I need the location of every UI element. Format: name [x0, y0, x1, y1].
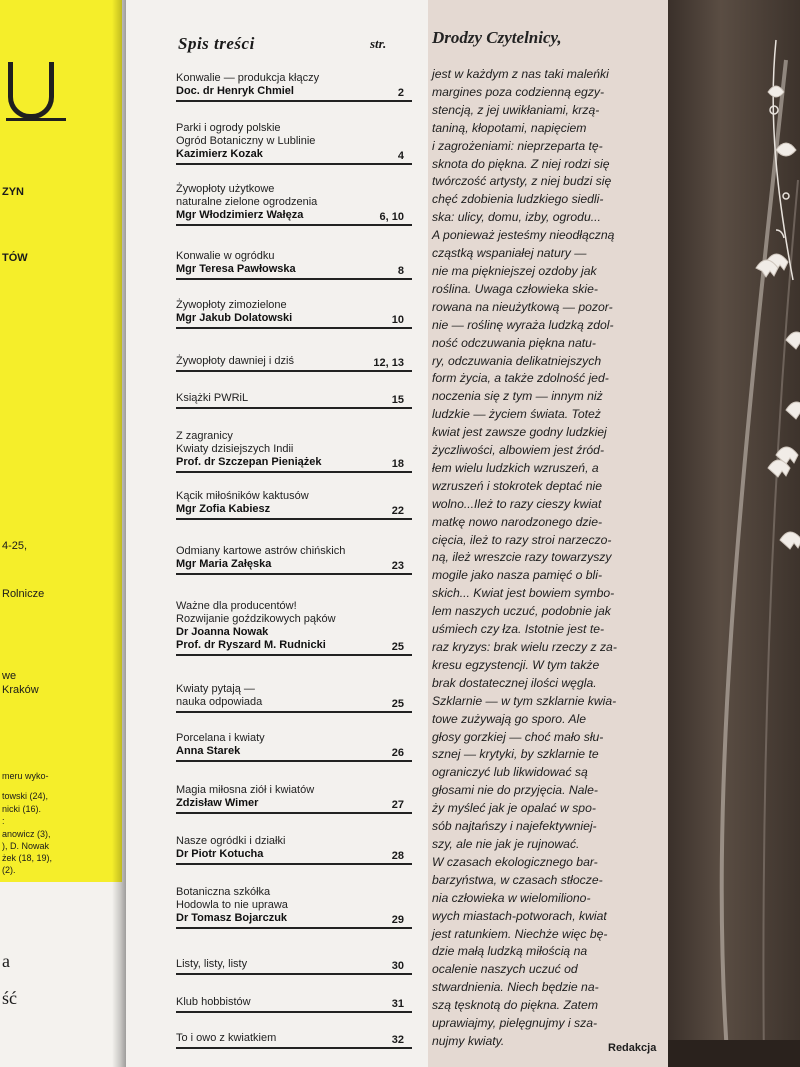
- editorial-line: chęć zdobienia ludzkiego siedli-: [432, 192, 604, 207]
- editorial-line: kwiat jest zawsze godny ludzkiej: [432, 425, 607, 440]
- editorial-line: A ponieważ jesteśmy nieodłączną: [432, 228, 615, 243]
- editorial-line: ność odczuwania piękna natu-: [432, 335, 596, 350]
- editorial-line: sób najtańszy i najefektywniej-: [432, 819, 597, 834]
- editorial-line: wych miastach-potworach, kwiat: [432, 908, 607, 923]
- left-fragment: ), D. Nowak: [2, 841, 50, 851]
- entry-title: Żywopłoty zimozielone: [176, 299, 287, 311]
- left-fragment: żek (18, 19),: [2, 853, 53, 863]
- entry-author: Mgr Jakub Dolatowski: [176, 312, 293, 324]
- editorial-line: stwardnienia. Niech będzie na-: [432, 980, 599, 995]
- editorial-line: cząstką wspaniałej natury —: [432, 246, 587, 261]
- entry-rule: [176, 471, 412, 473]
- contents-entry: [176, 355, 412, 372]
- entry-page-number: 27: [391, 799, 404, 811]
- entry-author: Dr Joanna Nowak: [176, 626, 269, 638]
- entry-title: Kwiaty dzisiejszych Indii: [176, 443, 294, 455]
- editorial-line: dzie małą ludzką miłością na: [432, 944, 588, 959]
- contents-entry: [176, 600, 412, 656]
- contents-entry: [176, 683, 412, 713]
- entry-rule: [176, 927, 412, 929]
- entry-title: Ogród Botaniczny w Lublinie: [176, 135, 316, 147]
- contents-entry: [176, 299, 412, 329]
- entry-rule: [176, 973, 412, 975]
- entry-title: Z zagranicy: [176, 430, 233, 442]
- entry-author: Dr Tomasz Bojarczuk: [176, 912, 288, 924]
- contents-entry: [176, 430, 412, 473]
- entry-page-number: 4: [397, 150, 404, 162]
- entry-page-number: 8: [397, 265, 404, 277]
- editorial-line: głosy gorzkiej — choć mało słu-: [432, 729, 604, 744]
- entry-page-number: 25: [391, 641, 404, 653]
- editorial-line: mogile jako nasza pamięć o bli-: [432, 568, 603, 583]
- entry-author: Mgr Włodzimierz Wałęza: [176, 209, 304, 221]
- editorial-line: i zagrożeniami: nieprzeparta tę-: [432, 138, 603, 153]
- page-column-label: str.: [370, 36, 387, 51]
- editorial-line: szy, ale nie jak je rujnować.: [432, 836, 580, 851]
- left-fragment: a: [2, 951, 10, 971]
- entry-title: naturalne zielone ogrodzenia: [176, 196, 318, 208]
- editorial-line: stencją, z jej uwikłaniami, krzą-: [432, 102, 600, 117]
- left-fragment: Kraków: [2, 684, 39, 696]
- entry-title: Botaniczna szkółka: [176, 886, 271, 898]
- contents-entry: [176, 250, 412, 280]
- entry-author: Dr Piotr Kotucha: [176, 848, 264, 860]
- editorial-line: brak dostatecznej ilości węgla.: [432, 675, 597, 690]
- entry-rule: [176, 278, 412, 280]
- entry-page-number: 22: [391, 505, 404, 517]
- entry-page-number: 31: [391, 998, 404, 1010]
- entry-page-number: 23: [391, 560, 404, 572]
- entry-title: Hodowla to nie uprawa: [176, 899, 288, 911]
- logo-mark: [8, 62, 54, 119]
- contents-entry: [176, 392, 412, 409]
- entry-rule: [176, 812, 412, 814]
- entry-page-number: 10: [391, 314, 404, 326]
- logo-underline: [6, 118, 66, 121]
- editorial-line: sknota do piękna. Z niej rodzi się: [432, 156, 610, 171]
- entry-author: Prof. dr Szczepan Pieniążek: [176, 456, 322, 468]
- left-fragment: 4-25,: [2, 540, 28, 552]
- editorial-line: wolno...Ileż to razy cieszy kwiat: [432, 496, 602, 511]
- page-fold-shadow: [112, 0, 126, 1067]
- entry-rule: [176, 1047, 412, 1049]
- entry-page-number: 30: [391, 960, 404, 972]
- entry-title: Książki PWRiL: [176, 392, 249, 404]
- entry-title: Parki i ogrody polskie: [176, 122, 281, 134]
- editorial-signature: Redakcja: [608, 1042, 657, 1054]
- entry-page-number: 29: [391, 914, 404, 926]
- entry-rule: [176, 573, 412, 575]
- editorial-line: uśmiech czy łza. Istotnie jest te-: [432, 622, 605, 637]
- lily-of-the-valley-photo: [668, 0, 800, 1067]
- entry-rule: [176, 327, 412, 329]
- contents-entry: [176, 886, 412, 929]
- editorial-line: sznej — krytyki, by szklarnie te: [432, 747, 599, 762]
- entry-rule: [176, 863, 412, 865]
- entry-title: Konwalie w ogródku: [176, 250, 275, 262]
- left-fragment: ść: [2, 988, 17, 1008]
- editorial-line: uprawiajmy, pielęgnujmy i sza-: [432, 1016, 598, 1031]
- entry-title: Rozwijanie goździkowych pąków: [176, 613, 336, 625]
- entry-rule: [176, 1011, 412, 1013]
- left-fragment: towski (24),: [2, 791, 49, 801]
- entry-rule: [176, 407, 412, 409]
- editorial-line: nujmy kwiaty.: [432, 1033, 505, 1048]
- contents-entry: [176, 122, 412, 165]
- contents-entry: [176, 784, 412, 814]
- editorial-line: ludzkie — życiem świata. Toteż: [432, 407, 601, 422]
- left-fragment: ZYN: [2, 186, 24, 198]
- entry-author: Mgr Teresa Pawłowska: [176, 263, 296, 275]
- entry-rule: [176, 654, 412, 656]
- entry-author: Anna Starek: [176, 745, 241, 757]
- editorial-line: nie ma piękniejszej ozdoby jak: [432, 263, 597, 278]
- editorial-line: kresu egzystencji. W tym także: [432, 657, 600, 672]
- editorial-line: szą tęsknotą do piękna. Zatem: [432, 998, 598, 1013]
- photo-bottom-edge: [668, 1040, 800, 1067]
- entry-author: Doc. dr Henryk Chmiel: [176, 85, 294, 97]
- editorial-greeting: Drodzy Czytelnicy,: [432, 28, 562, 47]
- contents-entry: [176, 732, 412, 762]
- editorial-line: ry, odczuwania delikatniejszych: [432, 353, 602, 368]
- entry-page-number: 6, 10: [379, 211, 404, 223]
- flower-illustration: [668, 0, 800, 1067]
- entry-author: Zdzisław Wimer: [176, 797, 259, 809]
- editorial-line: W czasach ekologicznego bar-: [432, 854, 598, 869]
- editorial-line: jest w każdym z nas taki maleńki: [432, 67, 609, 81]
- entry-page-number: 32: [391, 1034, 404, 1046]
- entry-page-number: 2: [397, 87, 404, 99]
- entry-title: Żywopłoty użytkowe: [176, 183, 275, 195]
- editorial-line: życzliwości, albowiem jest źród-: [432, 443, 605, 458]
- entry-title: Klub hobbistów: [176, 996, 251, 1008]
- entry-title: To i owo z kwiatkiem: [176, 1032, 277, 1044]
- editorial-line: ska: ulicy, domu, izby, ogrodu...: [432, 210, 601, 225]
- editorial-line: łem wielu ludzkich wzruszeń, a: [432, 460, 599, 475]
- entry-title: Nasze ogródki i działki: [176, 835, 286, 847]
- entry-author: Prof. dr Ryszard M. Rudnicki: [176, 639, 326, 651]
- entry-title: Odmiany kartowe astrów chińskich: [176, 545, 346, 557]
- editorial-line: ną, ileż wreszcie razy towarzyszy: [432, 550, 612, 565]
- entry-title: Magia miłosna ziół i kwiatów: [176, 784, 315, 796]
- entry-page-number: 18: [391, 458, 404, 470]
- entry-page-number: 15: [391, 394, 404, 406]
- entry-title: Listy, listy, listy: [176, 958, 248, 970]
- editorial-line: margines poza codzienną egzy-: [432, 84, 605, 99]
- editorial-line: wzruszeń i stokrotek deptać nie: [432, 478, 603, 493]
- left-fragment: Rolnicze: [2, 588, 45, 600]
- entry-rule: [176, 163, 412, 165]
- left-fragment: we: [2, 670, 17, 682]
- editorial-line: jest ratunkiem. Niechże więc bę-: [432, 926, 608, 941]
- contents-title: Spis treści: [178, 34, 255, 53]
- editorial-line: towe zużywają go sporo. Ale: [432, 711, 587, 726]
- entry-title: Konwalie — produkcja kłączy: [176, 72, 320, 84]
- editorial-line: skich... Kwiat jest bowiem symbo-: [432, 586, 615, 601]
- entry-rule: [176, 370, 412, 372]
- entry-author: Mgr Maria Załęska: [176, 558, 272, 570]
- editorial-line: głosami nie do przyjęcia. Nale-: [432, 783, 598, 798]
- left-fragment: nicki (16).: [2, 804, 42, 814]
- entry-title: nauka odpowiada: [176, 696, 263, 708]
- entry-rule: [176, 100, 412, 102]
- entry-rule: [176, 224, 412, 226]
- editorial-line: ocalenie naszych uczuć od: [432, 962, 578, 977]
- entry-title: Kącik miłośników kaktusów: [176, 490, 309, 502]
- editorial-line: raz kryzys: brak wielu rzeczy z za-: [432, 640, 617, 654]
- entry-page-number: 28: [391, 850, 404, 862]
- contents-entry: [176, 1032, 412, 1049]
- entry-author: Mgr Zofia Kabiesz: [176, 503, 271, 515]
- entry-page-number: 12, 13: [373, 357, 404, 369]
- editorial-line: Szklarnie — w tym szklarnie kwia-: [432, 693, 617, 708]
- entry-rule: [176, 711, 412, 713]
- contents-entry: [176, 958, 412, 975]
- contents-entry: [176, 72, 412, 102]
- entry-page-number: 25: [391, 698, 404, 710]
- entry-page-number: 26: [391, 747, 404, 759]
- editorial-line: form życia, a także zdolność jed-: [432, 371, 609, 386]
- editorial-line: barzyństwa, w czasach stłocze-: [432, 872, 603, 887]
- left-fragment: (2).: [2, 865, 16, 875]
- editorial-line: twórczość artysty, z niej budzi się: [432, 174, 612, 189]
- contents-entry: [176, 996, 412, 1013]
- left-white-paper: [0, 882, 122, 1067]
- left-fragment: meru wyko-: [2, 771, 49, 781]
- editorial-line: nie — roślinę wyraża ludzką zdol-: [432, 317, 614, 332]
- editorial-line: lem naszych uczuć, podobnie jak: [432, 604, 611, 619]
- entry-title: Porcelana i kwiaty: [176, 732, 265, 744]
- entry-title: Żywopłoty dawniej i dziś: [176, 355, 294, 367]
- editorial-line: rowana na nieużytkową — pozor-: [432, 299, 613, 314]
- editorial-line: ograniczyć lub likwidować są: [432, 765, 588, 780]
- entry-title: Kwiaty pytają —: [176, 683, 255, 695]
- editorial-line: cięcia, ileż to razy stroi narzeczo-: [432, 532, 612, 547]
- editorial-line: matkę nowo narodzonego dzie-: [432, 514, 603, 529]
- editorial-text: [432, 66, 662, 1051]
- editorial-line: noczenia się z tym — innym niż: [432, 389, 603, 404]
- entry-rule: [176, 760, 412, 762]
- contents-entry: [176, 183, 412, 226]
- editorial-line: nia człowieka w wielomiliono-: [432, 890, 591, 905]
- entry-author: Kazimierz Kozak: [176, 148, 263, 160]
- entry-rule: [176, 518, 412, 520]
- contents-entry: [176, 545, 412, 575]
- left-fragment: anowicz (3),: [2, 829, 51, 839]
- editorial-line: taniną, kłopotami, napięciem: [432, 120, 587, 135]
- left-fragment: :: [2, 816, 5, 826]
- editorial-line: roślina. Uwaga człowieka skie-: [432, 281, 598, 296]
- entry-title: Ważne dla producentów!: [176, 600, 297, 612]
- contents-entry: [176, 490, 412, 520]
- left-fragment: TÓW: [2, 252, 28, 264]
- editorial-line: ży myśleć jak je opalać w spo-: [432, 801, 596, 816]
- contents-entry: [176, 835, 412, 865]
